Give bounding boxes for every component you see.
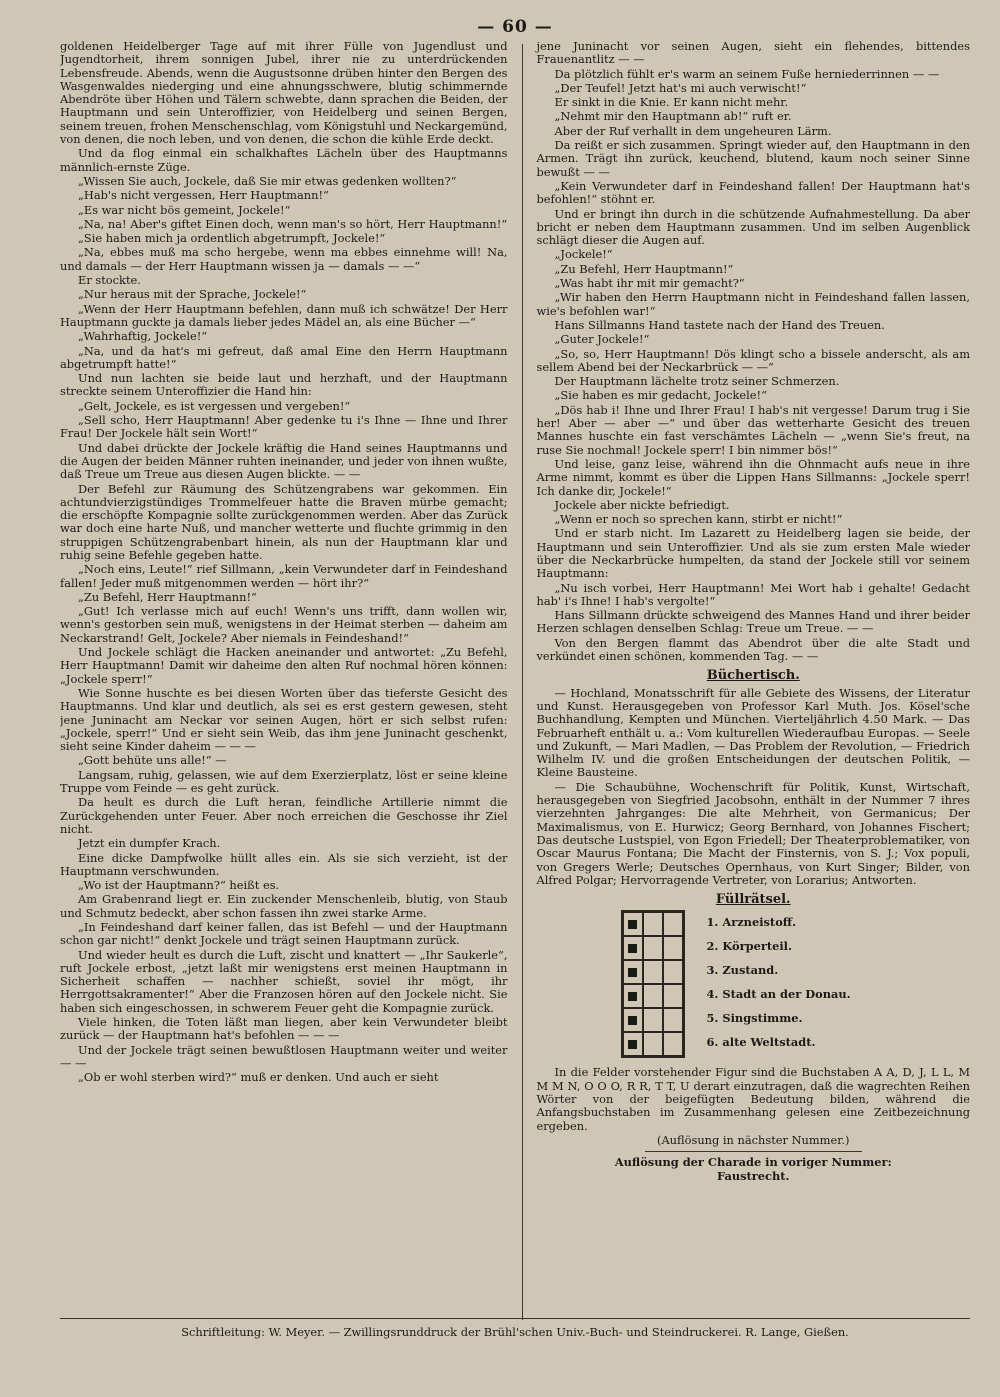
left-column [60,40,522,1320]
puzzle-cell-marked [623,1032,643,1056]
square-marker-icon [628,992,637,1001]
story-paragraph: „Zu Befehl, Herr Hauptmann!“ [554,261,734,276]
puzzle-cell [663,1032,683,1056]
puzzle-cell [643,984,663,1008]
story-paragraph: Und leise, ganz leise, während ihn die Ohnmacht aufs neue in ihre Arme nimmt, kommt es über die Lippen Hans Sillmanns: „Jockele sperr! Ich danke dir, Jockele!“ [536,456,971,498]
puzzle-instructions: In die Felder vorstehender Figur sind die Buchstaben A A, D, J, L L, M M M N, O O O, R R, T T, U derart einzutragen, daß die wagrechten Reihen Wörter von der beigefügten Bedeutung bilden, während die Anfangsbuchstaben im Zusammenhang gelesen eine Zeitbezeichnung ergeben. [536,1065,971,1133]
puzzle-cell [663,960,683,984]
story-paragraph: „Was habt ihr mit mir gemacht?“ [554,276,745,291]
story-paragraph: „Es war nicht bös gemeint, Jockele!“ [78,202,291,217]
story-paragraph: „Sell scho, Herr Hauptmann! Aber gedenke tu i's Ihne — Ihne und Ihrer Frau! Der Jockele hält sein Wort!“ [60,413,508,441]
story-paragraph: Hans Sillmann drückte schweigend des Mannes Hand und ihrer beider Herzen schlagen denselben Schlag: Treue um Treue. — — [536,608,971,636]
story-paragraph: „Wenn er noch so sprechen kann, stirbt er nicht!“ [554,512,843,527]
puzzle-cell [643,1008,663,1032]
story-paragraph: Und dabei drückte der Jockele kräftig die Hand seines Hauptmanns und die Augen der beiden Männer ruhten ineinander, und jeder von ihnen wußte, daß Treue um Treue aus diesen Augen blickte. — — [60,440,508,482]
puzzle-cell-marked [623,912,643,936]
story-paragraph: „Nehmt mir den Hauptmann ab!“ ruft er. [554,109,792,124]
story-paragraph: „So, so, Herr Hauptmann! Dös klingt scho a bissele anderscht, als am sellem Abend bei der Neckarbrück — —“ [536,346,971,374]
puzzle-cell [663,1008,683,1032]
story-paragraph: Der Befehl zur Räumung des Schützengrabens war gekommen. Ein achtundvierzigstündiges Trommelfeuer hatte die Braven mürbe gemacht; die erschöpfte Kompagnie sollte zurückgenommen werden. Aber das Zurück war doch eine harte Nuß, und mancher wetterte und fluchte grimmig in den struppigen Schützengrabenbart hinein, als nun der Hauptmann klar und ruhig seine Befehle gegeben hatte. [60,481,508,562]
story-paragraph: „Der Teufel! Jetzt hat's mi auch verwischt!“ [554,80,807,95]
puzzle-clue: 1. Arzneistoff. [706,915,797,930]
puzzle-clue: 2. Körperteil. [706,939,792,954]
puzzle-cell [643,912,663,936]
story-paragraph: Am Grabenrand liegt er. Ein zuckender Menschenleib, blutig, von Staub und Schmutz bedeckt, aber schon fassen ihn zwei starke Arme. [60,892,508,920]
story-paragraph: „Gott behüte uns alle!“ — [78,753,227,768]
story-paragraph: „Ob er wohl sterben wird?“ muß er denken. Und auch er sieht [78,1070,439,1085]
square-marker-icon [628,944,637,953]
story-paragraph: Da heult es durch die Luft heran, feindliche Artillerie nimmt die Zurückgehenden unter Feuer. Aber noch erreichen die Geschosse ihr Ziel nicht. [60,795,508,836]
books-list [537,687,971,887]
puzzle-clue: 6. alte Weltstadt. [706,1035,816,1050]
puzzle-cell [643,960,663,984]
story-paragraph: Da reißt er sich zusammen. Springt wieder auf, den Hauptmann in den Armen. Trägt ihn zurück, keuchend, blutend, kaum noch seiner Sinne bewußt — — [536,138,971,179]
story-paragraph: „Dös hab i! Ihne und Ihrer Frau! I hab's nit vergesse! Darum trug i Sie her! Aber — aber —“ und über das wetterharte Gesicht des treuen Mannes huschte ein fast verschämtes Lächeln — „wenn Sie's freut, na ruse Sie nochmal! Jockele sperr! I bin nimmer bös!“ [536,402,971,457]
story-paragraph: Der Hauptmann lächelte trotz seiner Schmerzen. [554,374,840,389]
puzzle-clues [707,910,851,1054]
story-paragraph: „Wenn der Herr Hauptmann befehlen, dann muß ich schwätze! Der Herr Hauptmann guckte ja damals lieber jedes Mädel an, als eine Bücher —“ [60,301,508,329]
columns [60,40,970,1320]
story-paragraph: Von den Bergen flammt das Abendrot über die alte Stadt und verkündet einen schönen, kommenden Tag. — — [536,635,971,664]
story-paragraph: Und wieder heult es durch die Luft, zischt und knattert — „Ihr Saukerle“, ruft Jockele erbost, „jetzt laßt mir wenigstens erst meinen Hauptmann in Sicherheit schaffen — nachher schießt, soviel ihr mögt, ihr Herrgottsakramenter!“ Aber die Franzosen hören auf den Jockele nicht. Sie haben sich eingeschossen, in schwerem Feuer geht die Kompagnie zurück. [60,947,508,1015]
story-paragraph: Und er bringt ihn durch in die schützende Aufnahmestellung. Da aber bricht er neben dem Hauptmann zusammen. Und im selben Augenblick schlägt dieser die Augen auf. [536,206,971,248]
story-paragraph: „Na, und da hat's mi gefreut, daß amal Eine den Herrn Hauptmann abgetrumpft hatte!“ [60,343,508,371]
story-paragraph: „Kein Verwundeter darf in Feindeshand fallen! Der Hauptmann hat's befohlen!“ stöhnt er. [536,178,971,207]
story-paragraph: „Gut! Ich verlasse mich auf euch! Wenn's uns trifft, dann wollen wir, wenn's gestorben sein muß, wenigstens in der Heimat sterben — daheim am Neckarstrand! Gelt, Jockele? Aber niemals in Feindeshand!“ [60,604,508,645]
puzzle-cell [663,912,683,936]
story-paragraph: „Guter Jockele!“ [554,332,650,347]
puzzle-solution-note: (Auflösung in nächster Nummer.) [657,1132,850,1147]
puzzle-cell [663,984,683,1008]
story-paragraph: Und nun lachten sie beide laut und herzhaft, und der Hauptmann streckte seinem Unteroffizier die Hand hin: [60,371,508,399]
story-paragraph: Er sinkt in die Knie. Er kann nicht mehr. [554,95,789,110]
story-paragraph: „Hab's nicht vergessen, Herr Hauptmann!“ [78,188,329,203]
story-paragraph: Eine dicke Dampfwolke hüllt alles ein. Als sie sich verzieht, ist der Hauptmann verschwunden. [60,850,508,878]
story-continuation [537,40,971,663]
story-paragraph: „Sie haben mich ja ordentlich abgetrumpft, Jockele!“ [78,231,386,246]
puzzle-grid [621,910,685,1058]
square-marker-icon [628,968,637,977]
book-review: — Hochland, Monatsschrift für alle Gebiete des Wissens, der Literatur und Kunst. Herausgegeben von Professor Karl Muth. Jos. Kösel'sche Buchhandlung, Kempten und München. Vierteljährlich 4.50 Mark. — Das Februarheft enthält u. a.: Vom kulturellen Wiederaufbau Europas. — Seele und Zukunft, — Mari Madlen, — Das Problem der Revolution, — Friedrich Wilhelm IV. und die großen Entscheidungen der deutschen Politik, — Kleine Bausteine. [536,685,971,780]
story-paragraph: Jetzt ein dumpfer Krach. [78,836,221,851]
right-column [523,40,971,1320]
section-separator [645,1151,862,1152]
charade-heading: Auflösung der Charade in voriger Nummer: [614,1155,892,1170]
charade-answer: Faustrecht. [717,1169,790,1184]
story-paragraph: „Gelt, Jockele, es ist vergessen und vergeben!“ [78,398,351,413]
puzzle-cell [643,1032,663,1056]
story-paragraph: Da plötzlich fühlt er's warm an seinem Fuße herniederrinnen — — [554,66,940,81]
story-paragraph: Und Jockele schlägt die Hacken aneinander und antwortet: „Zu Befehl, Herr Hauptmann! Damit wir daheime den alten Ruf nochmal hören können: „Jockele sperr!“ [60,645,508,686]
story-paragraph: „Noch eins, Leute!“ rief Sillmann, „kein Verwundeter darf in Feindeshand fallen! Jeder muß mitgenommen werden — hört ihr?“ [60,562,508,590]
puzzle-cell-marked [623,936,643,960]
square-marker-icon [628,920,637,929]
story-paragraph: Viele hinken, die Toten läßt man liegen, aber kein Verwundeter bleibt zurück — der Hauptmann hat's befohlen — — — [60,1015,508,1043]
story-paragraph: „Wir haben den Herrn Hauptmann nicht in Feindeshand fallen lassen, wie's befohlen war!“ [536,290,971,318]
story-paragraph: „Wahrhaftig, Jockele!“ [78,329,208,344]
story-paragraph: „Na, ebbes muß ma scho hergebe, wenn ma ebbes einnehme will! Na, und damals — der Herr Hauptmann wissen ja — damals — —“ [60,245,508,273]
story-paragraph: „Wo ist der Hauptmann?“ heißt es. [78,878,280,893]
puzzle-cell-marked [623,1008,643,1032]
story-paragraph: „Zu Befehl, Herr Hauptmann!“ [78,589,257,604]
story-paragraph: „In Feindeshand darf keiner fallen, das ist Befehl — und der Hauptmann schon gar nicht!“ denkt Jockele und trägt seinen Hauptmann zurück. [60,920,508,948]
story-paragraph: „Sie haben es mir gedacht, Jockele!“ [554,388,767,403]
square-marker-icon [628,1040,637,1049]
imprint-footer: Schriftleitung: W. Meyer. — Zwillingsrunddruck der Brühl'schen Univ.-Buch- und Steindruckerei. R. Lange, Gießen. [60,1318,970,1339]
story-paragraph: „Wissen Sie auch, Jockele, daß Sie mir etwas gedenken wollten?“ [78,173,457,188]
story-paragraph: „Jockele!“ [554,247,613,262]
story-paragraph: goldenen Heidelberger Tage auf mit ihrer Fülle von Jugendlust und Jugendtorheit, ihrem sonnigen Jubel, ihrer nie zu unterdrückenden Lebensfreude. Abends, wenn die Augustsonne drüben hinter den Bergen des Wasgenwaldes niederging und eine ahnungsschwere, blutig schimmernde Abendröte über Höhen und Tälern schwebte, dann sprachen die Beiden, der Hauptmann und sein Unteroffizier, von Heidelberg und seinen Bergen, seinem treuen, frohen Menschenschlag, vom Königstuhl und Neckargemünd, von denen, die noch leben, und von denen, die schon die kühle Erde deckt. [60,40,508,147]
story-paragraph: Jockele aber nickte befriedigt. [554,497,730,512]
story-paragraph: „Na, na! Aber's giftet Einen doch, wenn man's so hört, Herr Hauptmann!“ [78,216,508,231]
story-paragraph: Aber der Ruf verhallt in dem ungeheuren Lärm. [554,123,832,138]
puzzle-clue: 3. Zustand. [706,963,779,978]
story-paragraph: jene Juninacht vor seinen Augen, sieht ein flehendes, bittendes Frauenantlitz — — [536,40,971,67]
book-review: — Die Schaubühne, Wochenschrift für Politik, Kunst, Wirtschaft, herausgegeben von Siegfried Jacobsohn, enthält in der Nummer 7 ihres vierzehnten Jahrganges: Die alte Mehrheit, von Germanicus; Der Maximalismus, von E. Hurwicz; Georg Bernhard, von Johannes Fischert; Das deutsche Lustspiel, von Egon Friedell; Der Theaterproblematiker, von Oscar Maurus Fontana; Die Macht der Finsternis, von S. J.; Vox populi, von Gregers Werle; Deutsches Opernhaus, von Kurt Singer; Bilder, von Alfred Polgar; Hervorragende Vertreter, von Lorarius; Antworten. [536,779,971,887]
puzzle-clue: 5. Singstimme. [706,1011,803,1026]
puzzle-heading: Füllrätsel. [715,892,791,908]
story-paragraph: Und da flog einmal ein schalkhaftes Lächeln über des Hauptmanns männlich-ernste Züge. [60,146,508,174]
story-paragraph: Und der Jockele trägt seinen bewußtlosen Hauptmann weiter und weiter — — [60,1042,508,1070]
puzzle-cell [643,936,663,960]
puzzle-cell-marked [623,984,643,1008]
story-paragraph: Und er starb nicht. Im Lazarett zu Heidelberg lagen sie beide, der Hauptmann und sein Unteroffizier. Und als sie zum ersten Male wieder über die Neckarbrücke humpelten, da stand der Jockele still vor seinem Hauptmann: [536,526,971,581]
page-number: — 60 — [477,17,553,37]
story-paragraph: „Nu isch vorbei, Herr Hauptmann! Mei Wort hab i gehalte! Gedacht hab' i's Ihne! I hab's vergolte!“ [536,580,971,608]
puzzle-cell [663,936,683,960]
story-paragraph: Er stockte. [78,273,141,288]
books-heading: Büchertisch. [706,668,800,684]
fill-puzzle [537,910,971,1058]
puzzle-clue: 4. Stadt an der Donau. [706,987,851,1002]
story-paragraph: Wie Sonne huschte es bei diesen Worten über das tieferste Gesicht des Hauptmanns. Und klar und deutlich, als sei es erst gestern gewesen, steht jene Juninacht am Neckar vor seinen Augen, hört er sich selbst rufen: „Jockele, sperr!“ Und er sieht sein Weib, das ihm jene Juninacht geschenkt, sieht seine Kinder daheim — — — [60,685,508,754]
story-paragraph: Langsam, ruhig, gelassen, wie auf dem Exerzierplatz, löst er seine kleine Truppe vom Feinde — es geht zurück. [60,767,508,796]
story-paragraph: Hans Sillmanns Hand tastete nach der Hand des Treuen. [554,317,885,332]
story-paragraph: „Nur heraus mit der Sprache, Jockele!“ [78,287,307,302]
puzzle-cell-marked [623,960,643,984]
square-marker-icon [628,1016,637,1025]
